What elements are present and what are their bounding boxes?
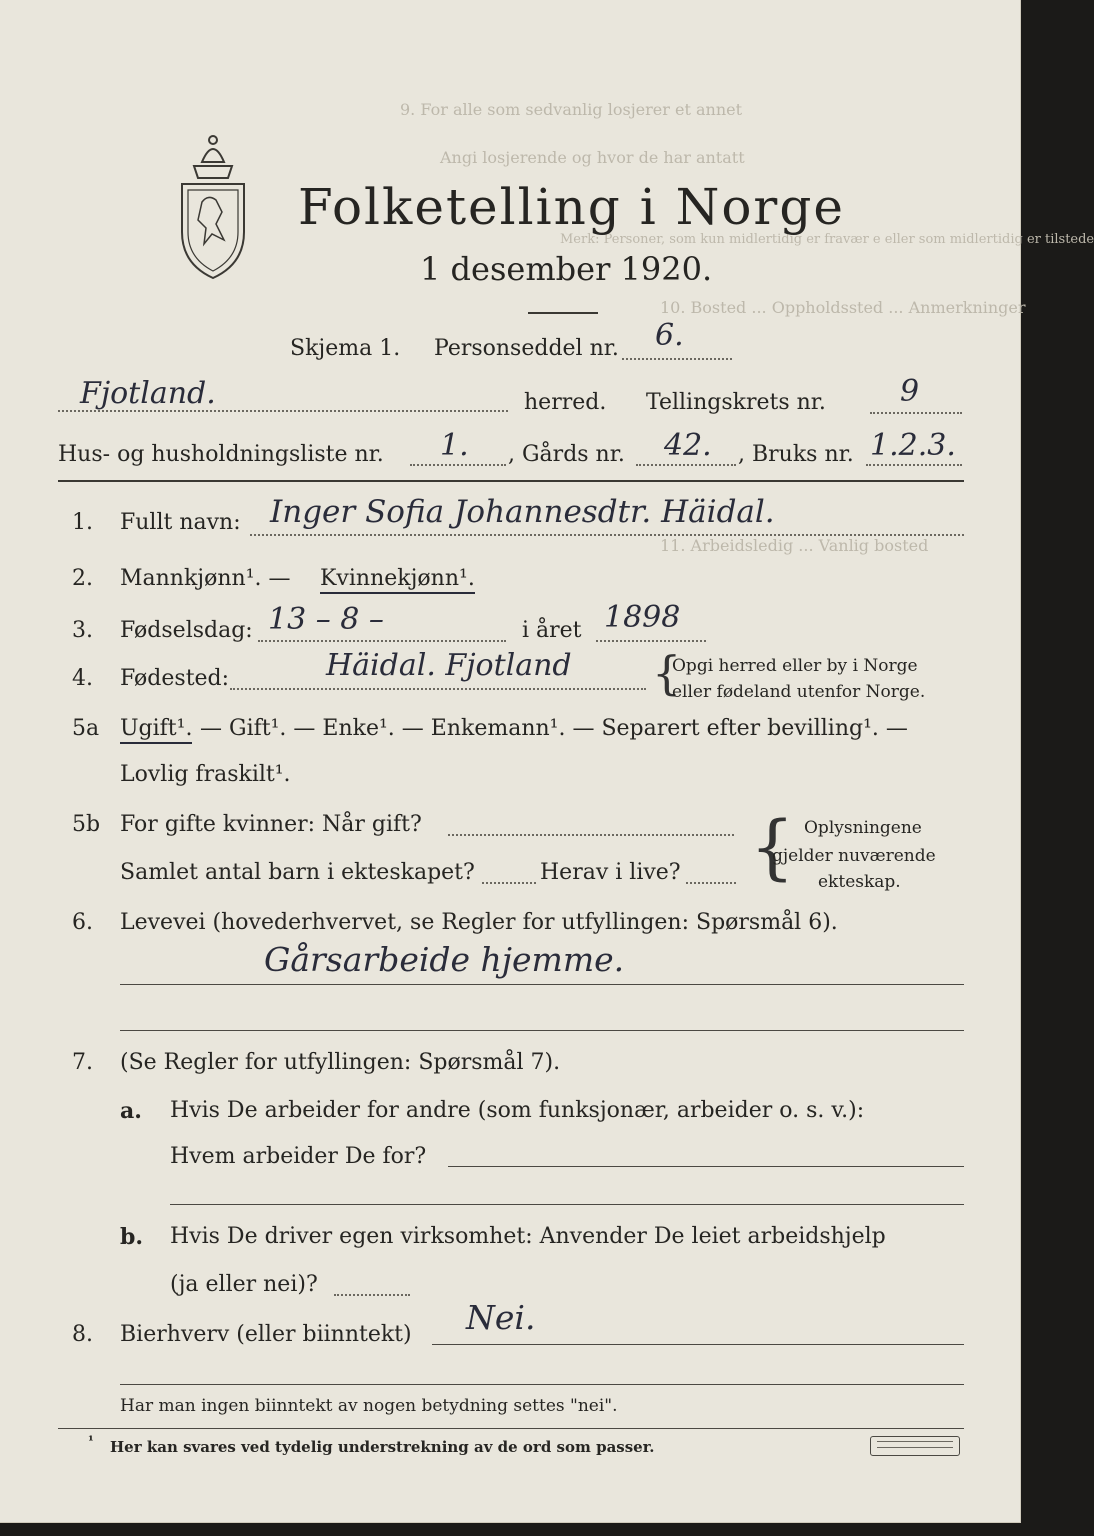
- occupation-value: Gårsarbeide hjemme.: [264, 940, 625, 979]
- husliste-value: 1.: [440, 428, 469, 463]
- q5b-note-line2: gjelder nuværende: [772, 846, 936, 866]
- bruks-label: , Bruks nr.: [738, 442, 854, 467]
- q5a-number: 5a: [72, 716, 100, 741]
- bleed-text: 10. Bosted ... Oppholdssted ... Anmerkninger: [660, 298, 1026, 317]
- q5b-number: 5b: [72, 812, 101, 837]
- personseddel-field: [622, 358, 732, 360]
- husliste-label: Hus- og husholdningsliste nr.: [58, 442, 384, 467]
- q6-number: 6.: [72, 910, 93, 935]
- q3-label: Fødselsdag:: [120, 618, 253, 643]
- footnote-mark: ¹: [88, 1434, 94, 1449]
- q7b-label: Hvis De driver egen virksomhet: Anvender De leiet arbeidshjelp: [170, 1224, 886, 1249]
- q5b-married-when-label: For gifte kvinner: Når gift?: [120, 812, 422, 837]
- q7-number: 7.: [72, 1050, 93, 1075]
- q8-number: 8.: [72, 1322, 93, 1347]
- married-when-field: [448, 834, 734, 836]
- bleed-text: Angi losjerende og hvor de har antatt: [440, 148, 745, 167]
- herred-value: Fjotland.: [80, 376, 216, 411]
- q7b-number: b.: [120, 1224, 144, 1250]
- employer-field-line2: [170, 1204, 964, 1205]
- q3-number: 3.: [72, 618, 93, 643]
- q5a-other-options: — Gift¹. — Enke¹. — Enkemann¹. — Separert efter bevilling¹. —: [200, 716, 908, 741]
- section-divider: [58, 480, 964, 482]
- birthplace-field: [230, 688, 646, 690]
- bruks-value: 1.2.3.: [870, 428, 956, 463]
- tellingskrets-value: 9: [900, 374, 920, 409]
- footer-note: Har man ingen biinntekt av nogen betydning settes "nei".: [120, 1396, 618, 1416]
- q4-number: 4.: [72, 666, 93, 691]
- brace-mark: {: [652, 646, 682, 700]
- personseddel-value: 6.: [655, 318, 684, 353]
- birthdate-field: [258, 640, 506, 642]
- q5b-note-line3: ekteskap.: [818, 872, 901, 892]
- q7a-number: a.: [120, 1098, 142, 1124]
- brace-mark: {: [750, 806, 795, 888]
- side-income-field: [432, 1344, 964, 1345]
- q5b-children-label: Samlet antal barn i ekteskapet?: [120, 860, 475, 885]
- footer-divider: [58, 1428, 964, 1429]
- occupation-field-line2: [120, 1030, 964, 1031]
- bleed-text: 9. For alle som sedvanlig losjerer et annet: [400, 100, 743, 119]
- tellingskrets-label: Tellingskrets nr.: [646, 390, 826, 415]
- bleed-text: 11. Arbeidsledig ... Vanlig bosted: [660, 536, 929, 555]
- coat-of-arms-icon: [172, 132, 254, 282]
- full-name-value: Inger Sofia Johannesdtr. Häidal.: [270, 494, 775, 530]
- children-field: [482, 882, 536, 884]
- q4-note-line1: Opgi herred eller by i Norge: [672, 656, 918, 676]
- q7a-label: Hvis De arbeider for andre (som funksjonær, arbeider o. s. v.):: [170, 1098, 865, 1123]
- personseddel-label: Personseddel nr.: [434, 336, 619, 361]
- q7a-employer-label: Hvem arbeider De for?: [170, 1144, 427, 1169]
- full-name-field: [250, 534, 964, 536]
- gards-value: 42.: [664, 428, 712, 463]
- birthyear-field: [596, 640, 706, 642]
- page-title: Folketelling i Norge: [298, 178, 845, 236]
- q2-number: 2.: [72, 566, 93, 591]
- occupation-field: [120, 984, 964, 985]
- hired-help-field: [334, 1294, 410, 1296]
- q8-label: Bierhverv (eller biinntekt): [120, 1322, 412, 1347]
- bleed-text: Merk: Personer, som kun midlertidig er fravær e eller som midlertidig er tilstede: [560, 232, 1094, 247]
- herred-label: herred.: [524, 390, 607, 415]
- side-income-value: Nei.: [466, 1298, 536, 1337]
- q7-label: (Se Regler for utfyllingen: Spørsmål 7).: [120, 1050, 561, 1075]
- gards-label: , Gårds nr.: [508, 442, 625, 467]
- q7b-yes-no-label: (ja eller nei)?: [170, 1272, 318, 1297]
- bruks-field: [866, 464, 962, 466]
- birthplace-value: Häidal. Fjotland: [326, 648, 572, 683]
- q5a-unmarried-option: Ugift¹.: [120, 716, 192, 744]
- title-divider: [528, 312, 598, 314]
- q4-label: Fødested:: [120, 666, 230, 691]
- husliste-field: [410, 464, 506, 466]
- schema-label: Skjema 1.: [290, 336, 401, 361]
- tellingskrets-field: [870, 412, 962, 414]
- side-income-field-line2: [120, 1384, 964, 1385]
- q4-note-line2: eller fødeland utenfor Norge.: [672, 682, 926, 702]
- gards-field: [636, 464, 736, 466]
- q3-year-label: i året: [522, 618, 582, 643]
- printer-stamp: [870, 1436, 960, 1456]
- birthyear-value: 1898: [604, 600, 681, 635]
- birthdate-value: 13 – 8 –: [268, 602, 384, 637]
- q5b-note-line1: Oplysningene: [804, 818, 922, 838]
- q5b-alive-label: Herav i live?: [540, 860, 681, 885]
- employer-field: [448, 1166, 964, 1167]
- alive-field: [686, 882, 736, 884]
- q1-number: 1.: [72, 510, 93, 535]
- q2-female-option: Kvinnekjønn¹.: [320, 566, 475, 594]
- footnote: Her kan svares ved tydelig understrekning av de ord som passer.: [110, 1438, 655, 1456]
- q5a-divorced-option: Lovlig fraskilt¹.: [120, 762, 291, 787]
- census-date: 1 desember 1920.: [420, 250, 713, 288]
- q6-label: Levevei (hovederhvervet, se Regler for utfyllingen: Spørsmål 6).: [120, 910, 838, 935]
- q1-label: Fullt navn:: [120, 510, 241, 535]
- q2-male-option: Mannkjønn¹. —: [120, 566, 291, 591]
